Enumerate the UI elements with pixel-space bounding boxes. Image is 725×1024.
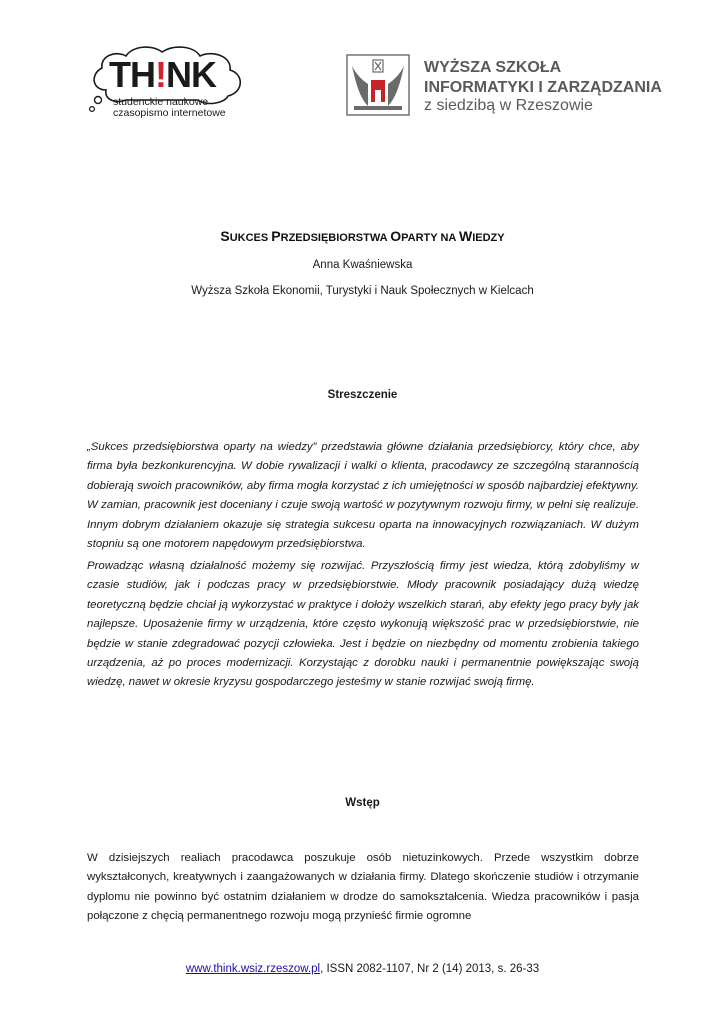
think-wordmark: [109, 55, 216, 95]
abstract-heading: Streszczenie: [327, 389, 398, 401]
article-title: [0, 228, 725, 244]
emblem-right-wing: [388, 66, 404, 106]
journal-link[interactable]: www.think.wsiz.rzeszow.pl: [185, 963, 321, 975]
think-subtitle-2: czasopismo internetowe: [113, 107, 226, 119]
title-cap-4: W: [458, 228, 473, 244]
think-subtitle-1: studenckie naukowe: [113, 96, 209, 108]
author-name: Anna Kwaśniewska: [312, 259, 413, 271]
author-affiliation: Wyższa Szkoła Ekonomii, Turystyki i Nauk Społecznych w Kielcach: [191, 285, 534, 297]
intro-heading: Wstęp: [345, 797, 380, 809]
emblem-left-wing: [352, 66, 368, 106]
think-word-start: TH: [109, 54, 155, 95]
think-bubble-dot-1: [95, 97, 102, 104]
intro-paragraph-1: W dzisiejszych realiach pracodawca poszukuje osób nietuzinkowych. Przede wszystkim dobrze wykształconych, kreatywnych i zaangażowanych w działania firmy. Dlatego skończenie studiów i otrzymanie dyplomu nie powinno być ostatnim działaniem w drodze do samokształcenia. Wiedza pracowników i pasja połączone z chęcią permanentnego rozwoju mogą przynieść firmie ogromne: [87, 852, 639, 923]
title-cap-1: S: [220, 228, 230, 244]
emblem-cross: [375, 62, 381, 70]
title-cap-3: O: [390, 228, 402, 244]
wsiz-name-line-3: z siedzibą w Rzeszowie: [424, 97, 593, 114]
title-rest-4: IEDZY: [472, 232, 505, 244]
wsiz-emblem: [346, 54, 410, 116]
think-word-end: NK: [166, 54, 216, 95]
emblem-door: [375, 90, 381, 102]
emblem-base: [354, 106, 402, 110]
title-rest-1: UKCES: [229, 232, 272, 244]
title-rest-2: RZEDSIĘBIORSTWA: [280, 232, 391, 244]
page-footer: [0, 963, 725, 975]
title-cap-2: P: [271, 228, 281, 244]
wsiz-name-line-1: WYŻSZA SZKOŁA: [424, 59, 562, 76]
think-word-bang: !: [155, 54, 166, 95]
think-bubble-dot-2: [90, 107, 95, 112]
wsiz-name-line-2: INFORMATYKI I ZARZĄDZANIA: [424, 79, 662, 96]
abstract-paragraph-2: Prowadząc własną działalność możemy się rozwijać. Przyszłością firmy jest wiedza, którą zdobyliśmy w czasie studiów, jak i podczas pracy w przedsiębiorstwie. Młody pracownik posiadający dużą wiedzę teoretyczną będzie chciał ją wykorzystać w praktyce i dołoży wszelkich starań, aby efekty jego pracy były jak najlepsze. Uposażenie firmy w urządzenia, które często wykonują większość prac w przedsiębiorstwie, nie będzie w stanie zdegradować pozycji człowieka. Jest i będzie on niezbędny od momentu zrobienia takiego urządzenia, aż po proces modernizacji. Korzystając z dorobku nauki i permanentnie powiększając swoją wiedzę, nawet w okresie kryzysu gospodarczego jesteśmy w stanie rozwijać swoją firmę.: [87, 560, 639, 689]
title-rest-3: PARTY NA: [401, 232, 459, 244]
abstract-paragraph-1: „Sukces przedsiębiorstwa oparty na wiedzy” przedstawia główne działania przedsiębiorcy, który chce, aby firma była bezkonkurencyjna. W dobie rywalizacji i walki o klienta, pracodawcy ze szczególną starannością dobierają swoich pracowników, aby firma mogła korzystać z ich umiejętności w sposób najbardziej efektywny. W zamian, pracownik jest doceniany i czuje swoją wartość w pozytywnym rozwoju firmy, w pełni się realizuje. Innym dobrym działaniem okazuje się strategia sukcesu oparta na innowacyjnych rozwiązaniach. W dużym stopniu są one motorem napędowym przedsiębiorstwa.: [87, 441, 639, 551]
footer-citation: , ISSN 2082-1107, Nr 2 (14) 2013, s. 26-33: [320, 963, 540, 975]
